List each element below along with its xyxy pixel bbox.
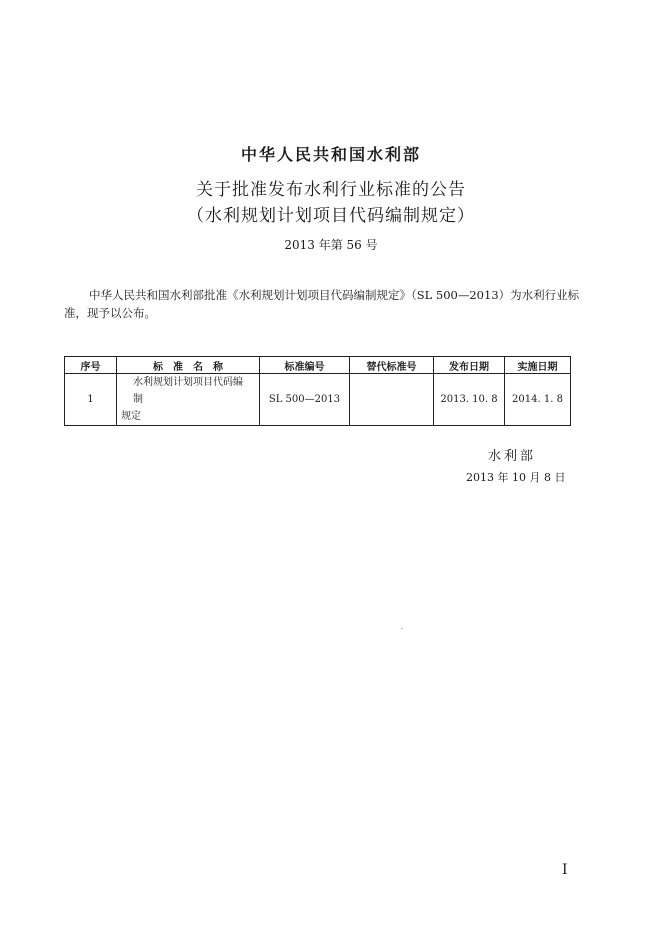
column-header-code: 标准编号 bbox=[260, 357, 350, 374]
signature-organization: 水利部 bbox=[488, 449, 537, 464]
cell-code: SL 500—2013 bbox=[260, 374, 350, 426]
column-header-replaces: 替代标准号 bbox=[350, 357, 434, 374]
table-row bbox=[65, 374, 571, 426]
cell-replaces bbox=[350, 374, 434, 426]
column-header-effective-date: 实施日期 bbox=[505, 357, 571, 374]
column-header-issue-date: 发布日期 bbox=[434, 357, 505, 374]
cell-effective-date: 2014. 1. 8 bbox=[505, 374, 571, 426]
scan-speck bbox=[401, 628, 403, 629]
page-number: I bbox=[562, 862, 568, 878]
column-header-name: 标 准 名 称 bbox=[117, 357, 260, 374]
body-text-line-1: 中华人民共和国水利部批准《水利规划计划项目代码编制规定》（SL 500—2013）为水利行业标 bbox=[89, 288, 580, 302]
cell-name-line-1: 水利规划计划项目代码编制 bbox=[133, 377, 243, 405]
ministry-title: 中华人民共和国水利部 bbox=[240, 145, 421, 164]
cell-name-line-2: 规定 bbox=[121, 411, 141, 422]
standards-table bbox=[64, 356, 571, 426]
cell-no: 1 bbox=[65, 374, 117, 426]
cell-issue-date: 2013. 10. 8 bbox=[434, 374, 505, 426]
signature-date: 2013 年 10 月 8 日 bbox=[466, 471, 566, 484]
body-text-line-2: 准，现予以公布。 bbox=[64, 306, 156, 320]
announcement-title: 关于批准发布水利行业标准的公告 bbox=[196, 180, 466, 200]
announcement-subtitle: （水利规划计划项目代码编制规定） bbox=[187, 206, 475, 226]
issue-number: 2013 年第 56 号 bbox=[284, 238, 378, 252]
table-header-row bbox=[65, 357, 571, 374]
column-header-no: 序号 bbox=[65, 357, 117, 374]
cell-name bbox=[117, 374, 260, 426]
